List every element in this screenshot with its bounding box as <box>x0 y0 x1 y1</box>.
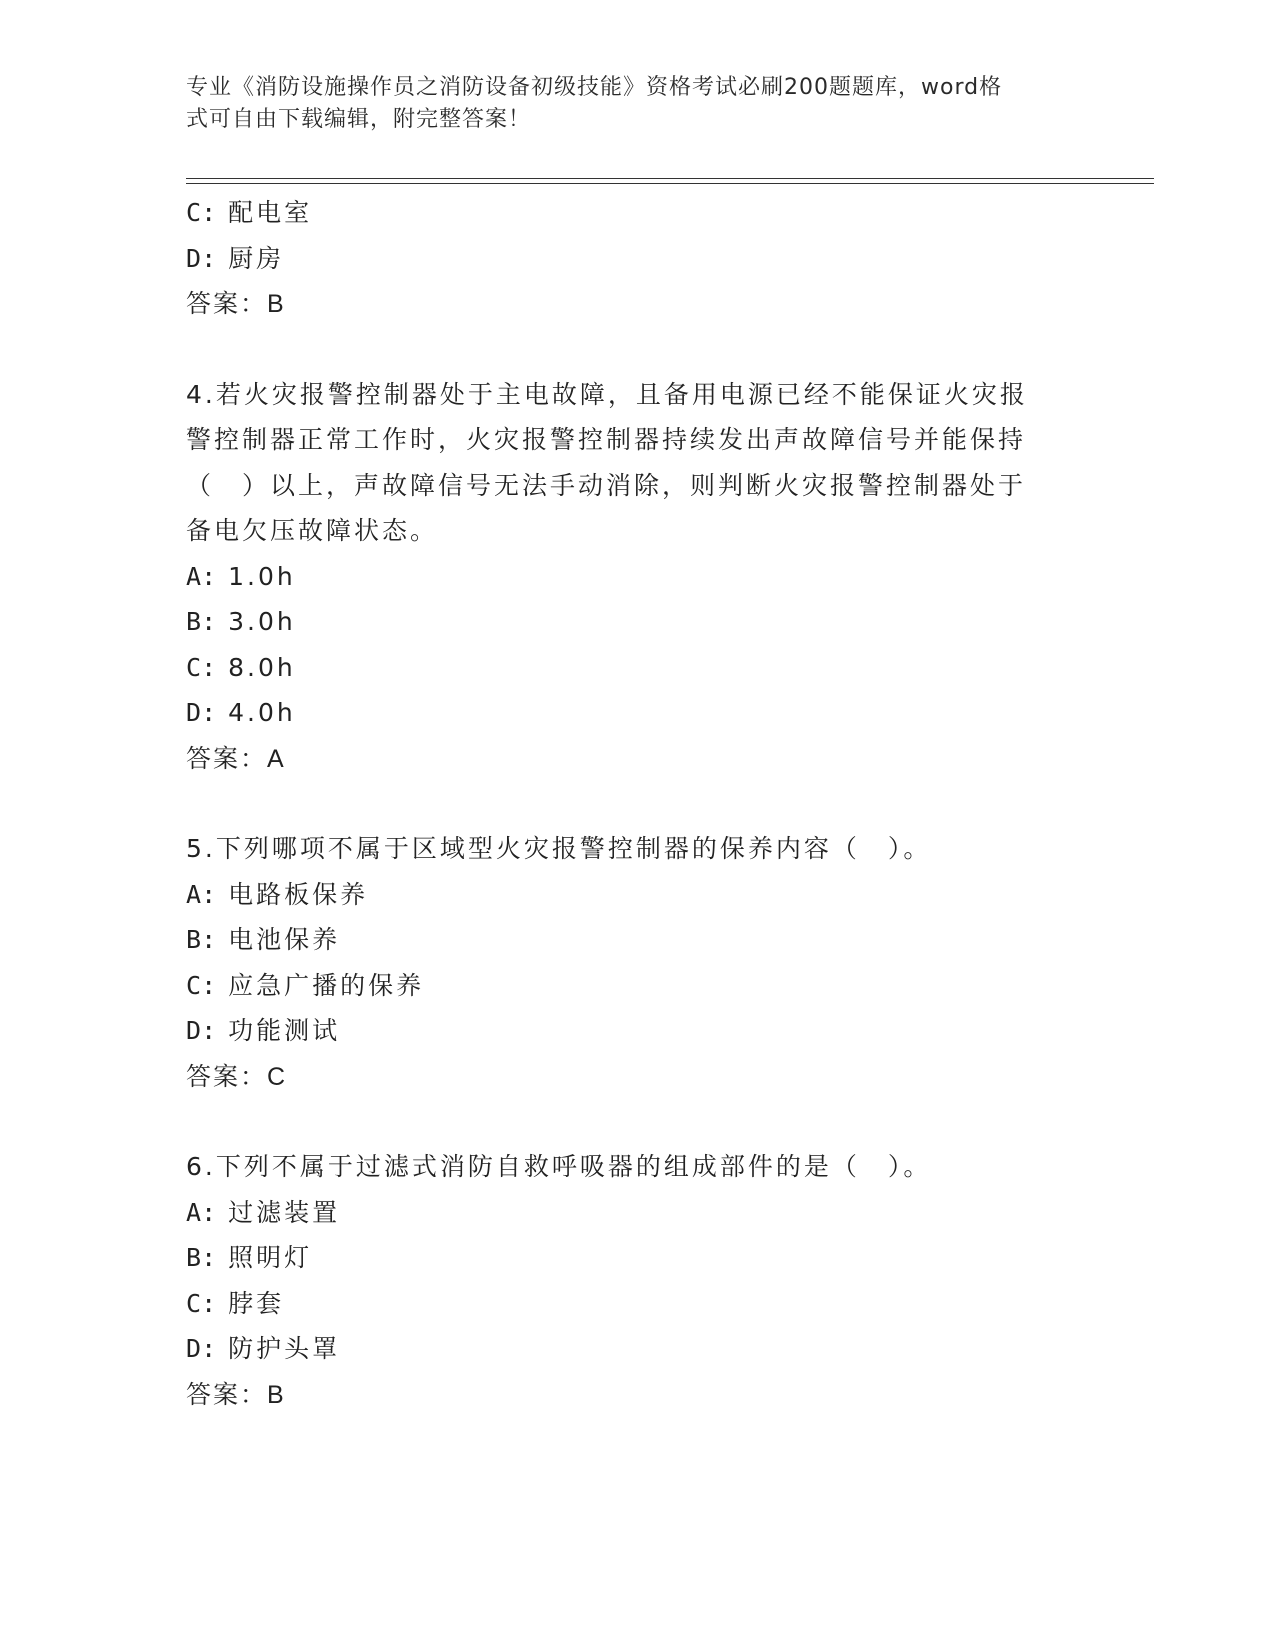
option-separator: : <box>201 1334 217 1363</box>
option-separator: : <box>201 243 217 273</box>
option-text: 厨房 <box>228 243 285 273</box>
option-letter: C <box>186 970 202 1000</box>
option-d <box>186 1326 1066 1372</box>
option-letter: B <box>186 1243 202 1272</box>
option-separator: : <box>201 652 217 682</box>
question-text-line: 警控制器正常工作时，火灾报警控制器持续发出声故障信号并能保持 <box>186 425 1027 454</box>
option-separator: : <box>201 1016 217 1045</box>
option-c <box>186 190 1066 236</box>
option-text: 4.0h <box>228 698 296 727</box>
answer-line <box>186 1372 1066 1419</box>
question-4 <box>186 372 1066 783</box>
option-d <box>186 1008 1066 1054</box>
answer-label: 答案： <box>186 743 268 773</box>
option-separator: : <box>201 607 217 636</box>
option-letter: D <box>186 1016 202 1045</box>
option-letter: A <box>186 1197 202 1227</box>
option-separator: : <box>201 879 217 909</box>
option-text: 8.0h <box>228 652 296 682</box>
option-d <box>186 690 1066 736</box>
question-text-line: 备电欠压故障状态。 <box>186 516 439 545</box>
option-text: 照明灯 <box>228 1243 313 1272</box>
option-separator: : <box>201 561 217 591</box>
answer-line <box>186 281 1066 328</box>
option-letter: A <box>186 879 202 909</box>
option-letter: B <box>186 925 202 954</box>
option-separator: : <box>201 970 217 1000</box>
option-letter: D <box>186 1334 202 1363</box>
header-line-2: 式可自由下载编辑，附完整答案！ <box>186 107 532 132</box>
answer-value: B <box>267 290 286 318</box>
question-content <box>186 190 1066 1418</box>
option-text: 脖套 <box>228 1288 285 1318</box>
option-d <box>186 236 1066 282</box>
option-b <box>186 917 1066 963</box>
option-a <box>186 1190 1066 1236</box>
option-text: 应急广播的保养 <box>228 970 425 1000</box>
option-c <box>186 1281 1066 1327</box>
answer-line <box>186 736 1066 783</box>
option-separator: : <box>201 1288 217 1318</box>
answer-value: A <box>267 744 286 773</box>
option-text: 1.0h <box>228 561 296 591</box>
answer-label: 答案： <box>186 1061 268 1091</box>
option-text: 过滤装置 <box>228 1197 341 1227</box>
option-a <box>186 554 1066 600</box>
option-c <box>186 963 1066 1009</box>
option-letter: C <box>186 652 202 682</box>
header-divider-bottom <box>186 183 1154 184</box>
option-separator: : <box>201 1243 217 1272</box>
answer-line <box>186 1054 1066 1101</box>
answer-value: C <box>267 1062 288 1091</box>
option-text: 功能测试 <box>228 1016 341 1045</box>
question-text-line: （ ）以上，声故障信号无法手动消除，则判断火灾报警控制器处于 <box>186 470 1027 500</box>
document-header <box>186 72 1066 136</box>
header-divider-top <box>186 178 1154 179</box>
option-letter: B <box>186 607 202 636</box>
option-separator: : <box>201 198 217 227</box>
option-text: 配电室 <box>228 198 313 227</box>
question-6 <box>186 1144 1066 1418</box>
option-letter: D <box>186 243 202 273</box>
option-letter: D <box>186 698 202 727</box>
question-text-line: 4.若火灾报警控制器处于主电故障，且备用电源已经不能保证火灾报 <box>186 379 1028 409</box>
option-letter: C <box>186 198 202 227</box>
answer-label: 答案： <box>186 1379 268 1409</box>
option-letter: A <box>186 561 202 591</box>
answer-label: 答案： <box>186 289 268 318</box>
option-b <box>186 599 1066 645</box>
option-text: 电池保养 <box>228 925 341 954</box>
option-separator: : <box>201 925 217 954</box>
option-separator: : <box>201 1197 217 1227</box>
option-separator: : <box>201 698 217 727</box>
question-5 <box>186 826 1066 1100</box>
option-text: 电路板保养 <box>228 879 369 909</box>
question-text-line: 5.下列哪项不属于区域型火灾报警控制器的保养内容（ ）。 <box>186 834 932 863</box>
option-text: 防护头罩 <box>228 1334 341 1363</box>
question-3-partial <box>186 190 1066 328</box>
option-c <box>186 645 1066 691</box>
question-text-line: 6.下列不属于过滤式消防自救呼吸器的组成部件的是（ ）。 <box>186 1152 932 1181</box>
header-line-1: 专业《消防设施操作员之消防设备初级技能》资格考试必刷200题题库，word格 <box>186 75 1003 100</box>
option-a <box>186 872 1066 918</box>
option-text: 3.0h <box>228 607 296 636</box>
option-letter: C <box>186 1288 202 1318</box>
option-b <box>186 1235 1066 1281</box>
answer-value: B <box>267 1380 286 1409</box>
